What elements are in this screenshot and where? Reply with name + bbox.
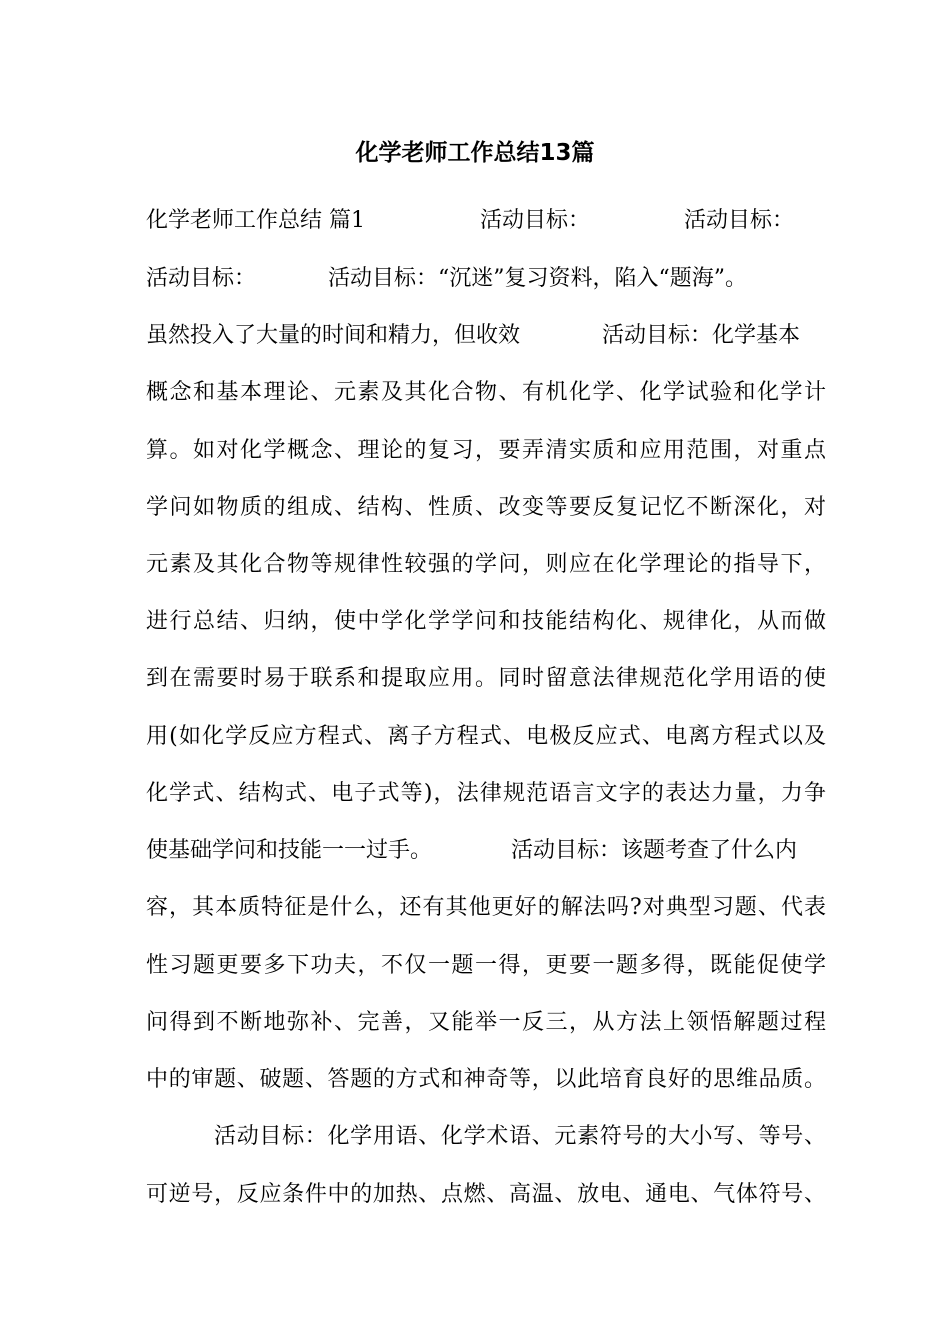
- text-segment: 进行总结、归纳，使中学化学学问和技能结构化、规律化，从而做: [146, 609, 826, 634]
- text-line: [146, 946, 826, 986]
- text-line: [146, 888, 826, 928]
- text-segment: 活动目标：: [480, 208, 591, 233]
- text-segment: 活动目标：: [684, 208, 795, 233]
- text-segment: 学问如物质的组成、结构、性质、改变等要反复记忆不断深化，对: [146, 495, 826, 520]
- text-line: [146, 717, 826, 757]
- text-segment: 使基础学问和技能一一过手。: [146, 838, 433, 863]
- text-line: [146, 201, 826, 241]
- text-segment: 概念和基本理论、元素及其化合物、有机化学、化学试验和化学计: [146, 380, 826, 405]
- article-heading: 化学老师工作总结 篇1: [146, 208, 365, 233]
- text-segment: 算。如对化学概念、理论的复习，要弄清实质和应用范围，对重点: [146, 438, 826, 463]
- document-title: 化学老师工作总结13篇: [355, 140, 595, 166]
- text-line: [146, 831, 826, 871]
- text-line: [146, 1003, 826, 1043]
- text-segment: 元素及其化合物等规律性较强的学问，则应在化学理论的指导下，: [146, 552, 826, 577]
- text-line: [214, 1117, 826, 1157]
- text-line: [146, 431, 826, 471]
- text-line: [146, 316, 826, 356]
- paragraph-start: 活动目标：化学用语、化学术语、元素符号的大小写、等号、: [214, 1124, 826, 1149]
- text-line: [146, 1060, 826, 1100]
- text-segment: 活动目标：该题考查了什么内: [511, 838, 798, 863]
- text-segment: 中的审题、破题、答题的方式和神奇等，以此培育良好的思维品质。: [146, 1067, 826, 1092]
- text-line: [146, 774, 826, 814]
- text-line: [146, 545, 826, 585]
- text-segment: 活动目标：“沉迷”复习资料，陷入“题海”。: [328, 266, 747, 291]
- text-line: [146, 1175, 826, 1215]
- text-segment: 化学式、结构式、电子式等)，法律规范语言文字的表达力量，力争: [146, 781, 826, 806]
- text-segment: 虽然投入了大量的时间和精力，但收效: [146, 323, 521, 348]
- text-segment: 活动目标：: [146, 266, 257, 291]
- text-segment: 问得到不断地弥补、完善，又能举一反三，从方法上领悟解题过程: [146, 1010, 826, 1035]
- text-line: [146, 488, 826, 528]
- text-segment: 活动目标：化学基本: [602, 323, 801, 348]
- text-line: [146, 659, 826, 699]
- text-line: [146, 259, 826, 299]
- text-segment: 性习题更要多下功夫，不仅一题一得，更要一题多得，既能促使学: [146, 953, 826, 978]
- text-segment: 容，其本质特征是什么，还有其他更好的解法吗?对典型习题、代表: [146, 895, 826, 920]
- text-line: [146, 602, 826, 642]
- text-line: [146, 373, 826, 413]
- text-segment: 到在需要时易于联系和提取应用。同时留意法律规范化学用语的使: [146, 666, 826, 691]
- text-segment: 可逆号，反应条件中的加热、点燃、高温、放电、通电、气体符号、: [146, 1182, 826, 1207]
- text-segment: 用(如化学反应方程式、离子方程式、电极反应式、电离方程式以及: [146, 724, 826, 749]
